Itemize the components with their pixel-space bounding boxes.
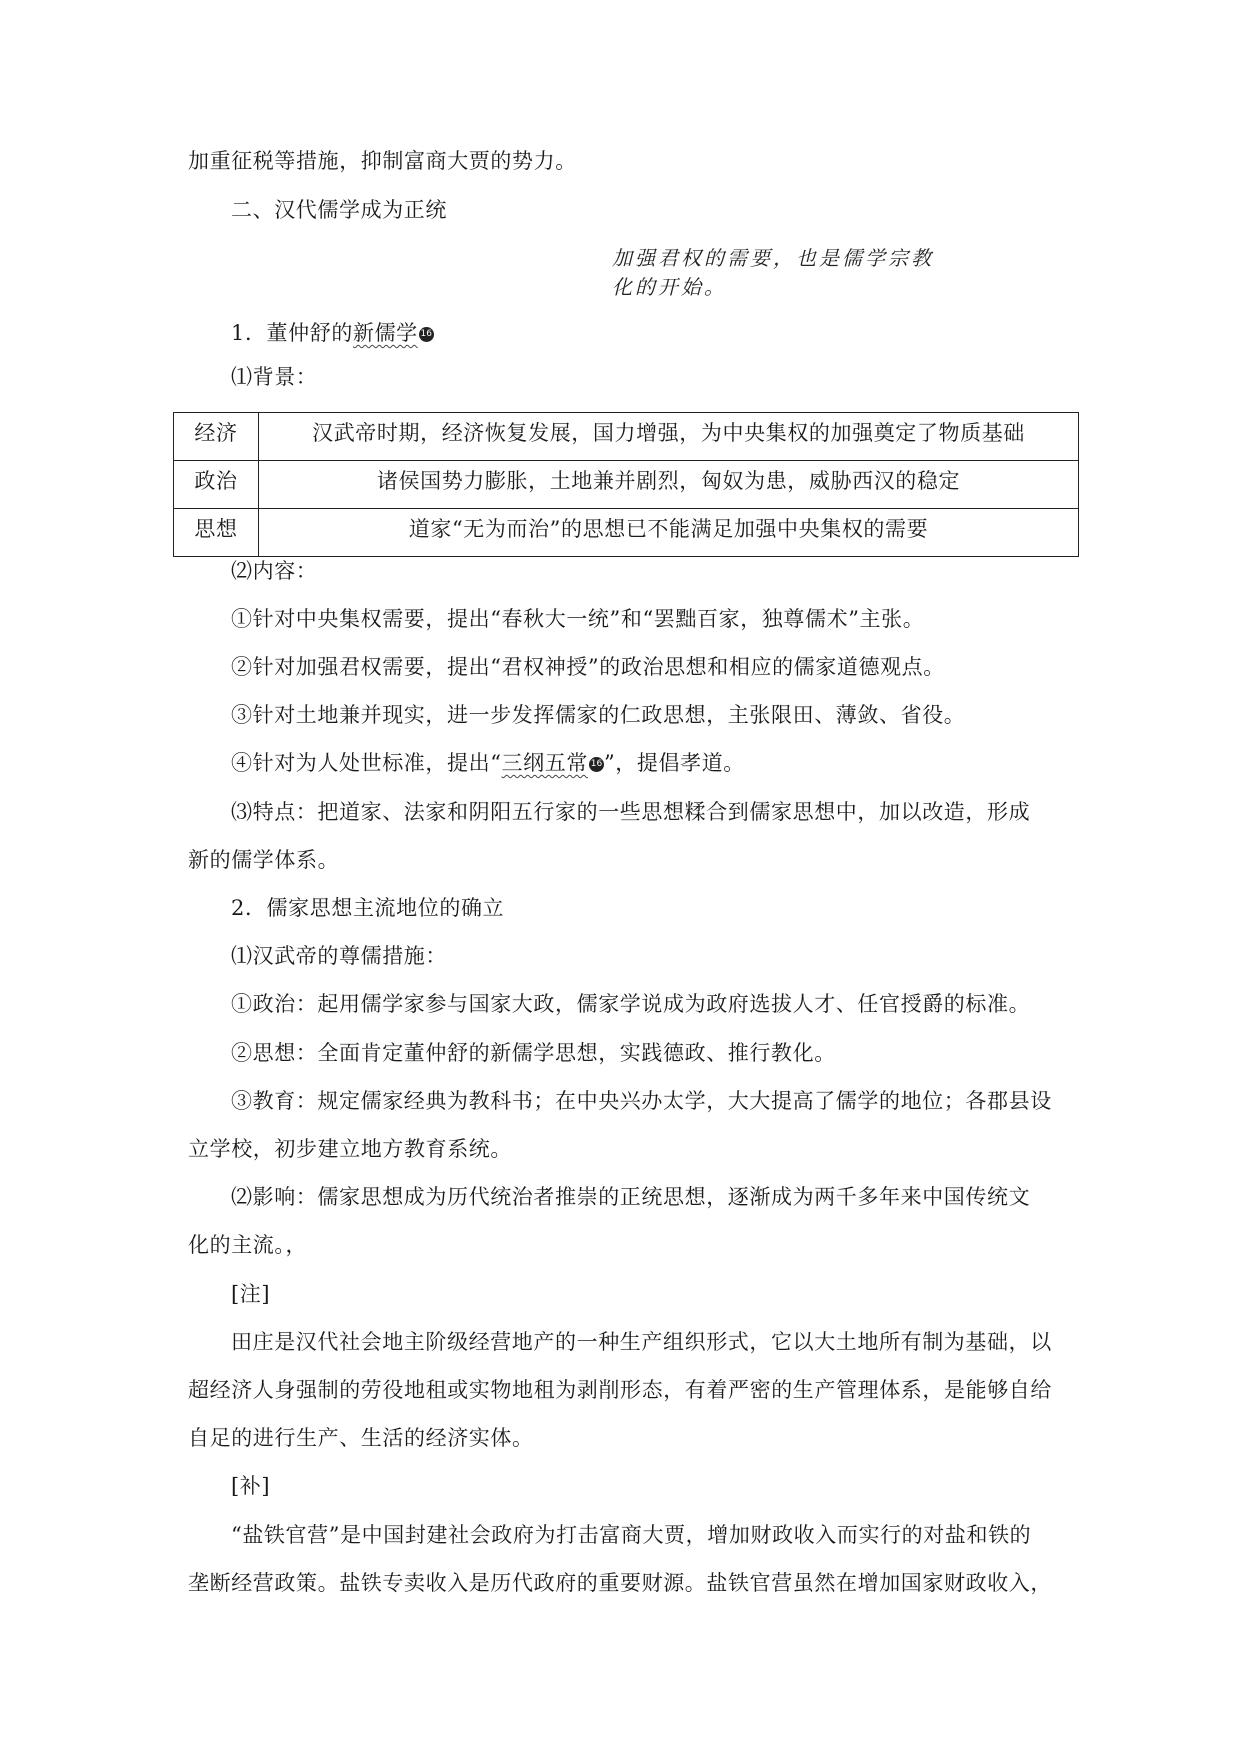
note-label: [补] (231, 1474, 271, 1498)
text-line: ⑴背景： (231, 365, 318, 389)
section-heading: 二、汉代儒学成为正统 (231, 198, 447, 222)
subsection-heading (231, 318, 434, 348)
background-table (173, 412, 1079, 557)
table-cell-value: 汉武帝时期，经济恢复发展，国力增强，为中央集权的加强奠定了物质基础 (259, 413, 1079, 461)
text-line: 立学校，初步建立地方教育系统。 (188, 1137, 512, 1161)
text-line: 垄断经营政策。盐铁专卖收入是历代政府的重要财源。盐铁官营虽然在增加国家财政收入， (188, 1571, 1052, 1595)
table-cell-value: 道家“无为而治”的思想已不能满足加强中央集权的需要 (259, 509, 1079, 557)
table-row (174, 413, 1079, 461)
text-line: ⑵内容： (231, 559, 318, 583)
table-cell-key: 经济 (174, 413, 259, 461)
table-cell-key: 政治 (174, 461, 259, 509)
handwritten-note-line: 化的开始。 (612, 275, 727, 299)
text-line: 自足的进行生产、生活的经济实体。 (188, 1426, 534, 1450)
text-line: “盐铁官营”是中国封建社会政府为打击富商大贾，增加财政收入而实行的对盐和铁的 (231, 1523, 1032, 1547)
text-line: 超经济人身强制的劳役地租或实物地租为剥削形态，有着严密的生产管理体系，是能够自给 (188, 1378, 1052, 1402)
text-line: ①针对中央集权需要，提出“春秋大一统”和“罢黜百家，独尊儒术”主张。 (231, 607, 925, 631)
text-line: 化的主流。， (188, 1233, 308, 1257)
annotated-term: 新儒学 (352, 321, 418, 345)
annotation-marker-icon: 16 (419, 327, 434, 342)
annotation-marker-icon: 16 (589, 757, 604, 772)
note-label: [注] (231, 1282, 271, 1306)
text-line: ②思想：全面肯定董仲舒的新儒学思想，实践德政、推行教化。 (231, 1041, 836, 1065)
text-line: 新的儒学体系。 (188, 848, 340, 872)
text-line: ⑶特点：把道家、法家和阴阳五行家的一些思想糅合到儒家思想中，加以改造，形成 (231, 800, 1031, 824)
text-line: 加重征税等措施，抑制富商大贾的势力。 (188, 149, 577, 173)
table-row (174, 461, 1079, 509)
text-line (231, 748, 745, 778)
text-line: ⑵影响：儒家思想成为历代统治者推崇的正统思想，逐渐成为两千多年来中国传统文 (231, 1185, 1031, 1209)
text-line: 田庄是汉代社会地主阶级经营地产的一种生产组织形式，它以大土地所有制为基础，以 (231, 1330, 1052, 1354)
heading-number-text: 1．董仲舒的 (231, 321, 353, 345)
text-line: ②针对加强君权需要，提出“君权神授”的政治思想和相应的儒家道德观点。 (231, 655, 945, 679)
table-row (174, 509, 1079, 557)
handwritten-note-line: 加强君权的需要，也是儒学宗教 (612, 246, 934, 270)
text-fragment: ”，提倡孝道。 (603, 751, 745, 775)
subsection-heading: 2．儒家思想主流地位的确立 (231, 896, 505, 920)
annotated-term: 三纲五常 (501, 751, 588, 775)
text-line: ①政治：起用儒学家参与国家大政，儒家学说成为政府选拔人才、任官授爵的标准。 (231, 992, 1031, 1016)
table-cell-key: 思想 (174, 509, 259, 557)
text-line: ⑴汉武帝的尊儒措施： (231, 944, 447, 968)
text-fragment: ④针对为人处世标准，提出“ (231, 751, 502, 775)
text-line: ③针对土地兼并现实，进一步发挥儒家的仁政思想，主张限田、薄敛、省役。 (231, 703, 966, 727)
table-cell-value: 诸侯国势力膨胀，土地兼并剧烈，匈奴为患，威胁西汉的稳定 (259, 461, 1079, 509)
text-line: ③教育：规定儒家经典为教科书；在中央兴办太学，大大提高了儒学的地位；各郡县设 (231, 1089, 1052, 1113)
